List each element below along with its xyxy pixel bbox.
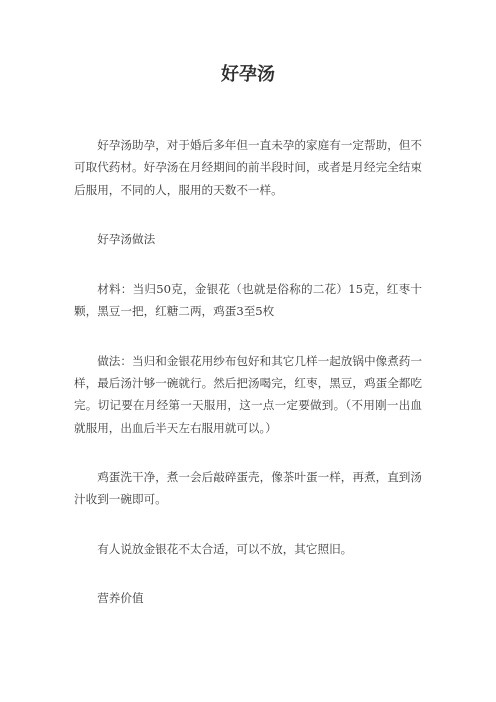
ingredients-paragraph: 材料：当归50克，金银花（也就是俗称的二花）15克，红枣十颗，黑豆一把，红糖二两，鸡蛋3至5枚	[74, 282, 422, 319]
intro-paragraph: 好孕汤助孕，对于婚后多年但一直未孕的家庭有一定帮助，但不可取代药材。好孕汤在月经期间的前半段时间，或者是月经完全结束后服用，不同的人，服用的天数不一样。	[74, 138, 422, 197]
note-paragraph: 有人说放金银花不太合适，可以不放，其它照旧。	[97, 541, 353, 556]
egg-paragraph: 鸡蛋洗干净，煮一会后敲碎蛋壳，像茶叶蛋一样，再煮，直到汤汁收到一碗即可。	[74, 469, 422, 507]
method-paragraph: 做法：当归和金银花用纱布包好和其它几样一起放锅中像煮药一样，最后汤汁够一碗就行。然后把汤喝完，红枣，黑豆，鸡蛋全都吃完。切记要在月经第一天服用，这一点一定要做到。（不用刚一出血就服用，出血后半天左右服用就可以。）	[74, 353, 422, 435]
section-heading-nutrition: 营养价值	[97, 590, 144, 605]
section-heading-recipe: 好孕汤做法	[97, 231, 156, 246]
document-title: 好孕汤	[221, 64, 275, 85]
